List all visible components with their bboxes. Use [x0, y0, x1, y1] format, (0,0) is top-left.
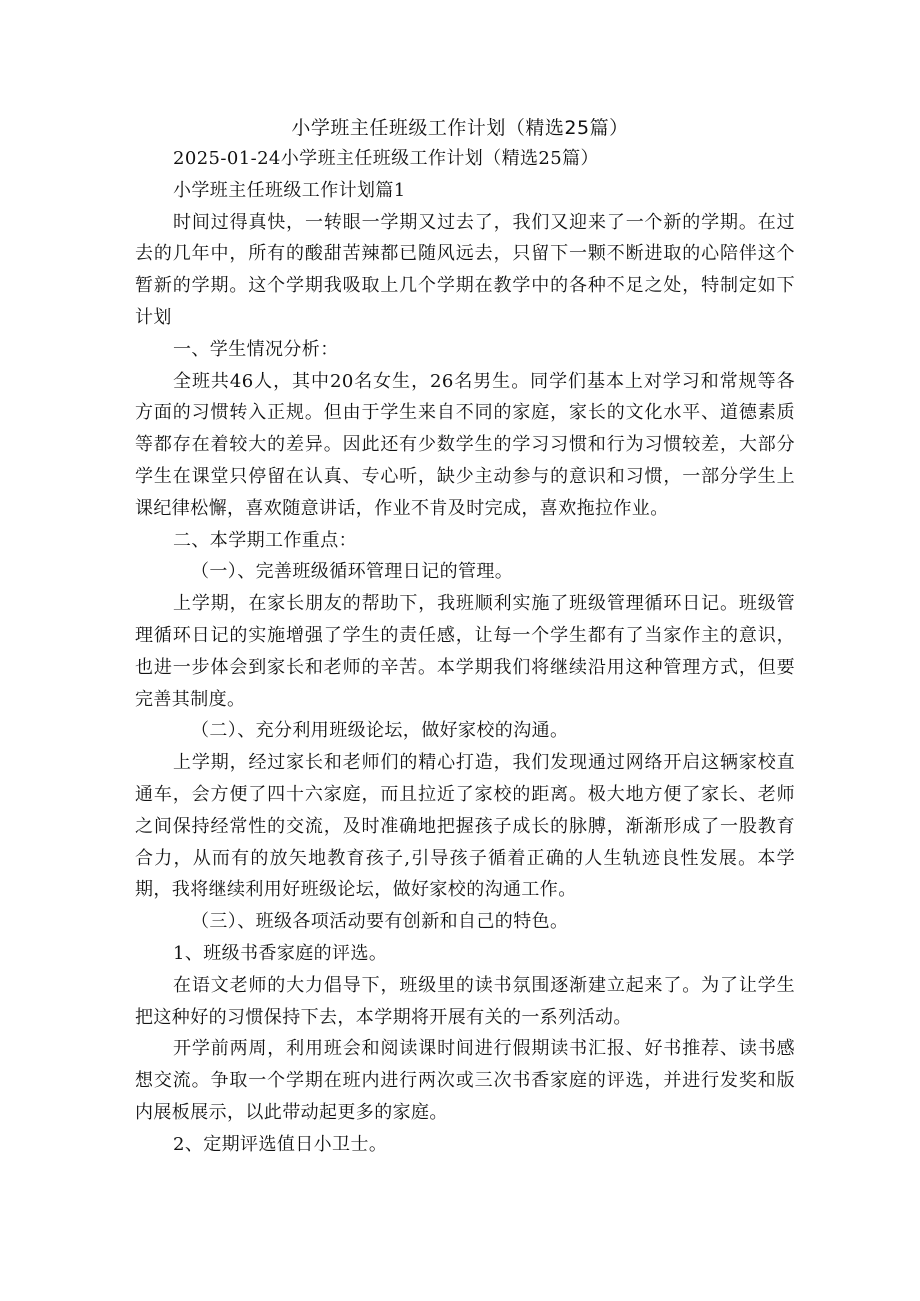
- paragraph: （一）、完善班级循环管理日记的管理。: [191, 561, 514, 583]
- paragraph: 二、本学期工作重点：: [173, 529, 357, 551]
- paragraph: （三）、班级各项活动要有创新和自己的特色。: [191, 911, 569, 933]
- paragraph: 上学期，在家长朋友的帮助下，我班顺利实施了班级管理循环日记。班级管理循环日记的实施增强了学生的责任感，让每一个学生都有了当家作主的意识，也进一步体会到家长和老师的辛苦。本学期我们将继续沿用这种管理方式，但要完善其制度。: [135, 593, 795, 710]
- paragraph: 小学班主任班级工作计划篇1: [173, 179, 406, 201]
- paragraph: 2025-01-24小学班主任班级工作计划（精选25篇）: [173, 148, 599, 169]
- paragraph: 2、定期评选值日小卫士。: [173, 1133, 388, 1155]
- paragraph: 1、班级书香家庭的评选。: [173, 942, 388, 964]
- paragraph: 上学期，经过家长和老师们的精心打造，我们发现通过网络开启这辆家校直通车，会方便了四十六家庭，而且拉近了家校的距离。极大地方便了家长、老师之间保持经常性的交流，及时准确地把握孩子成长的脉膊，渐渐形成了一股教育合力，从而有的放矢地教育孩子,引导孩子循着正确的人生轨迹良性发展。本学期，我将继续利用好班级论坛，做好家校的沟通工作。: [135, 752, 795, 901]
- paragraph: 全班共46人，其中20名女生，26名男生。同学们基本上对学习和常规等各方面的习惯转入正规。但由于学生来自不同的家庭，家长的文化水平、道德素质等都存在着较大的差异。因此还有少数学生的学习习惯和行为习惯较差，大部分学生在课堂只停留在认真、专心听，缺少主动参与的意识和习惯，一部分学生上课纪律松懈，喜欢随意讲话，作业不肯及时完成，喜欢拖拉作业。: [135, 370, 795, 519]
- document-body: [135, 143, 795, 1161]
- paragraph: 一、学生情况分析：: [173, 338, 339, 360]
- document-title: 小学班主任班级工作计划（精选25篇）: [291, 117, 629, 139]
- paragraph: 在语文老师的大力倡导下，班级里的读书氛围逐渐建立起来了。为了让学生把这种好的习惯保持下去，本学期将开展有关的一系列活动。: [135, 974, 795, 1028]
- paragraph: 开学前两周，利用班会和阅读课时间进行假期读书汇报、好书推荐、读书感想交流。争取一个学期在班内进行两次或三次书香家庭的评选，并进行发奖和版内展板展示，以此带动起更多的家庭。: [135, 1038, 795, 1123]
- paragraph: 时间过得真快，一转眼一学期又过去了，我们又迎来了一个新的学期。在过去的几年中，所有的酸甜苦辣都已随风远去，只留下一颗不断进取的心陪伴这个暂新的学期。这个学期我吸取上几个学期在教学中的各种不足之处，特制定如下计划: [135, 211, 795, 328]
- paragraph: （二）、充分利用班级论坛，做好家校的沟通。: [191, 720, 569, 742]
